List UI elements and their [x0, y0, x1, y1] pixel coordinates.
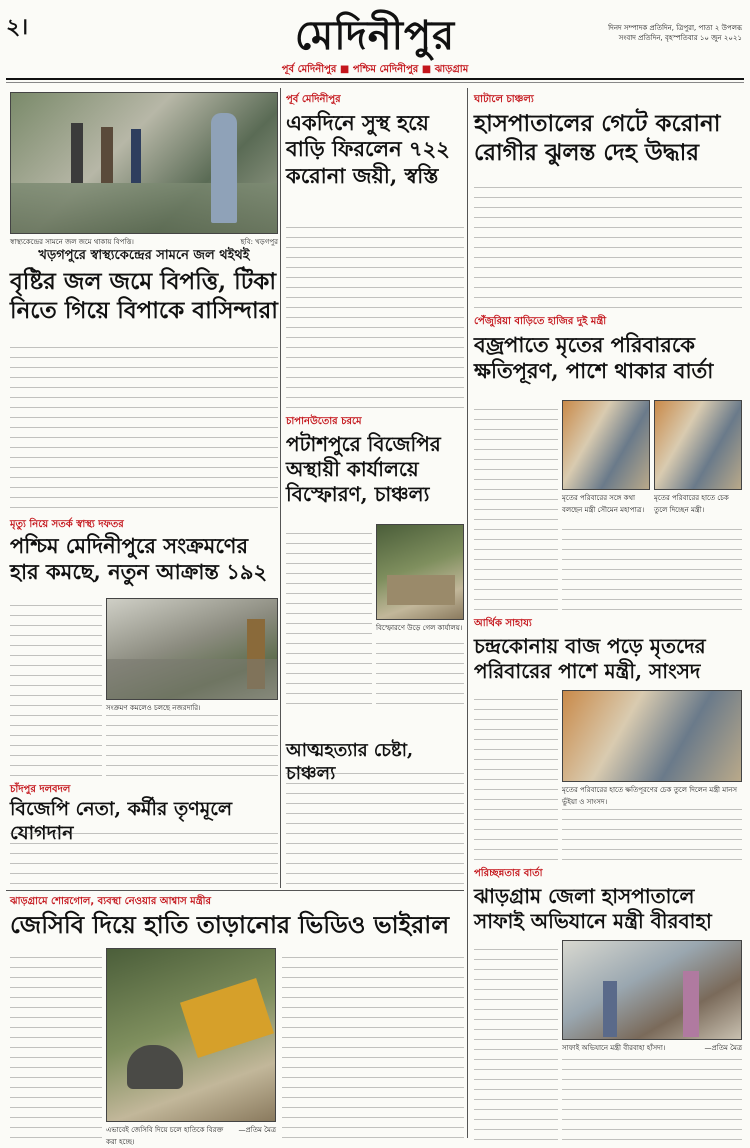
- story-body: [286, 770, 464, 884]
- header-rule: [6, 78, 744, 80]
- story-headline: চন্দ্রকোনায় বাজ পড়ে মৃতদের পরিবারের পাশে মন্ত্রী, সাংসদ: [474, 634, 706, 683]
- photo-credit: —প্রতিম মৈত্র: [704, 1044, 742, 1052]
- photo-caption: সংক্রমণ কমলেও চলছে নজরদারি।: [106, 704, 201, 712]
- road-photo: [106, 598, 278, 700]
- story-headline: একদিনে সুস্থ হয়ে বাড়ি ফিরলেন ৭২২ করোনা জয়ী, স্বস্তি: [286, 110, 450, 188]
- family-meeting-photo: [562, 400, 650, 490]
- story-category: পেঁজুরিয়া বাড়িতে হাজির দুই মন্ত্রী: [474, 316, 607, 327]
- header-rule-thin: [6, 82, 744, 83]
- cheque-handover-photo: [654, 400, 742, 490]
- photo-caption: স্বাস্থ্যকেন্দ্রের সামনে জল জমে থাকায় বিপত্তি।: [10, 238, 134, 246]
- photo-caption: মৃতের পরিবারের সঙ্গে কথা বলছেন মন্ত্রী সৌমেন মহাপাত্র।: [562, 494, 645, 514]
- story-body: [474, 400, 558, 610]
- story-headline: জেসিবি দিয়ে হাতি তাড়ানোর ভিডিও ভাইরাল: [10, 910, 450, 939]
- photo-caption: বিস্ফোরণে উড়ে গেল কার্যালয়।: [376, 624, 463, 632]
- photo-caption: সাফাই অভিযানে মন্ত্রী বীরবাহা হাঁসদা।: [562, 1044, 666, 1052]
- waterlogging-photo: [10, 92, 278, 234]
- column-divider: [467, 88, 468, 1138]
- date-line: [532, 24, 742, 44]
- story-headline: পটাশপুরে বিজেপির অস্থায়ী কার্যালয়ে বিস্ফোরণ, চাঞ্চল্য: [286, 432, 441, 506]
- story-body: [286, 524, 372, 704]
- story-headline: ঝাড়গ্রাম জেলা হাসপাতালে সাফাই অভিযানে মন্ত্রী বীরবাহা: [474, 884, 712, 933]
- page-number: ২।: [6, 14, 29, 40]
- photo-caption: মৃতের পরিবারের হাতে ক্ষতিপূরণের চেক তুলে দিলেন মন্ত্রী মানস ভুঁইয়া ও সাংসদ।: [562, 786, 737, 806]
- story-headline: বজ্রপাতে মৃতের পরিবারকে ক্ষতিপূরণ, পাশে থাকার বার্তা: [474, 332, 714, 384]
- story-body: [10, 828, 278, 884]
- masthead: মেদিনীপুর: [294, 12, 456, 59]
- story-body: [286, 218, 464, 408]
- story-body: [10, 596, 102, 776]
- top-right-note: দিনদ সম্পাদক প্রতিদিন, ত্রিপুরা, পাতা ২ উপলব্ধ: [608, 24, 742, 32]
- story-body: [474, 940, 558, 1140]
- date-text: সংবাদ প্রতিদিন, বৃহস্পতিবার ১০ জুন ২০২১: [618, 33, 742, 42]
- section-nav: পূর্ব মেদিনীপুর ■ পশ্চিম মেদিনীপুর ■ ঝাড়গ্রাম: [281, 64, 469, 75]
- story-category: ঘাটালে চাঞ্চল্য: [474, 94, 534, 105]
- story-body: [474, 690, 558, 860]
- story-body: [562, 806, 742, 860]
- story-category: পূর্ব মেদিনীপুর: [286, 94, 341, 105]
- ministers-visit-photo: [562, 690, 742, 782]
- photo-caption: মৃতের পরিবারের হাতে চেক তুলে দিচ্ছেন মন্ত্রী।: [654, 494, 729, 514]
- story-body: [562, 520, 742, 610]
- story-body: [562, 1056, 742, 1140]
- story-category: আর্থিক সাহায্য: [474, 618, 532, 629]
- story-category: চাঁদপুর দলবদল: [10, 784, 71, 795]
- story-headline: বিজেপি নেতা, কর্মীর তৃণমূলে যোগদান: [10, 798, 233, 844]
- story-body: [106, 714, 278, 776]
- story-body: [282, 948, 464, 1138]
- photo-credit: —প্রতিম মৈত্র: [238, 1126, 276, 1134]
- blast-site-photo: [376, 524, 464, 620]
- bottom-rule: [6, 890, 464, 891]
- story-body: [10, 948, 102, 1138]
- elephant-jcb-photo: [106, 948, 276, 1122]
- story-body: [376, 636, 464, 704]
- story-body: [10, 338, 278, 508]
- story-category: পরিচ্ছন্নতার বার্তা: [474, 868, 543, 879]
- story-headline: আত্মহত্যার চেষ্টা, চাঞ্চল্য: [286, 740, 414, 784]
- story-headline: বৃষ্টির জল জমে বিপত্তি, টিকা নিতে গিয়ে বিপাকে বাসিন্দারা: [10, 268, 278, 324]
- story-category: চাপানউতোর চরমে: [286, 416, 362, 427]
- column-divider: [280, 88, 281, 888]
- story-kicker: খড়গপুরে স্বাস্থ্যকেন্দ্রের সামনে জল থইথই: [38, 248, 250, 263]
- story-category: মৃত্যু নিয়ে সতর্ক স্বাস্থ্য দফতর: [10, 519, 124, 530]
- story-headline: পশ্চিম মেদিনীপুরে সংক্রমণের হার কমছে, নতুন আক্রান্ত ১৯২: [10, 533, 268, 585]
- photo-credit: ছবি: খড়গপুর: [240, 238, 278, 246]
- cleanliness-drive-photo: [562, 940, 742, 1040]
- photo-caption: এভাবেই জেসিবি দিয়ে চলে হাতিকে বিরক্ত করা হচ্ছে।: [106, 1126, 224, 1146]
- story-headline: হাসপাতালের গেটে করোনা রোগীর ঝুলন্ত দেহ উদ্ধার: [474, 110, 721, 166]
- story-category: ঝাড়গ্রামে শোরগোল, ব্যবস্থা নেওয়ার আশ্বাস মন্ত্রীর: [10, 896, 212, 907]
- story-body: [474, 180, 742, 308]
